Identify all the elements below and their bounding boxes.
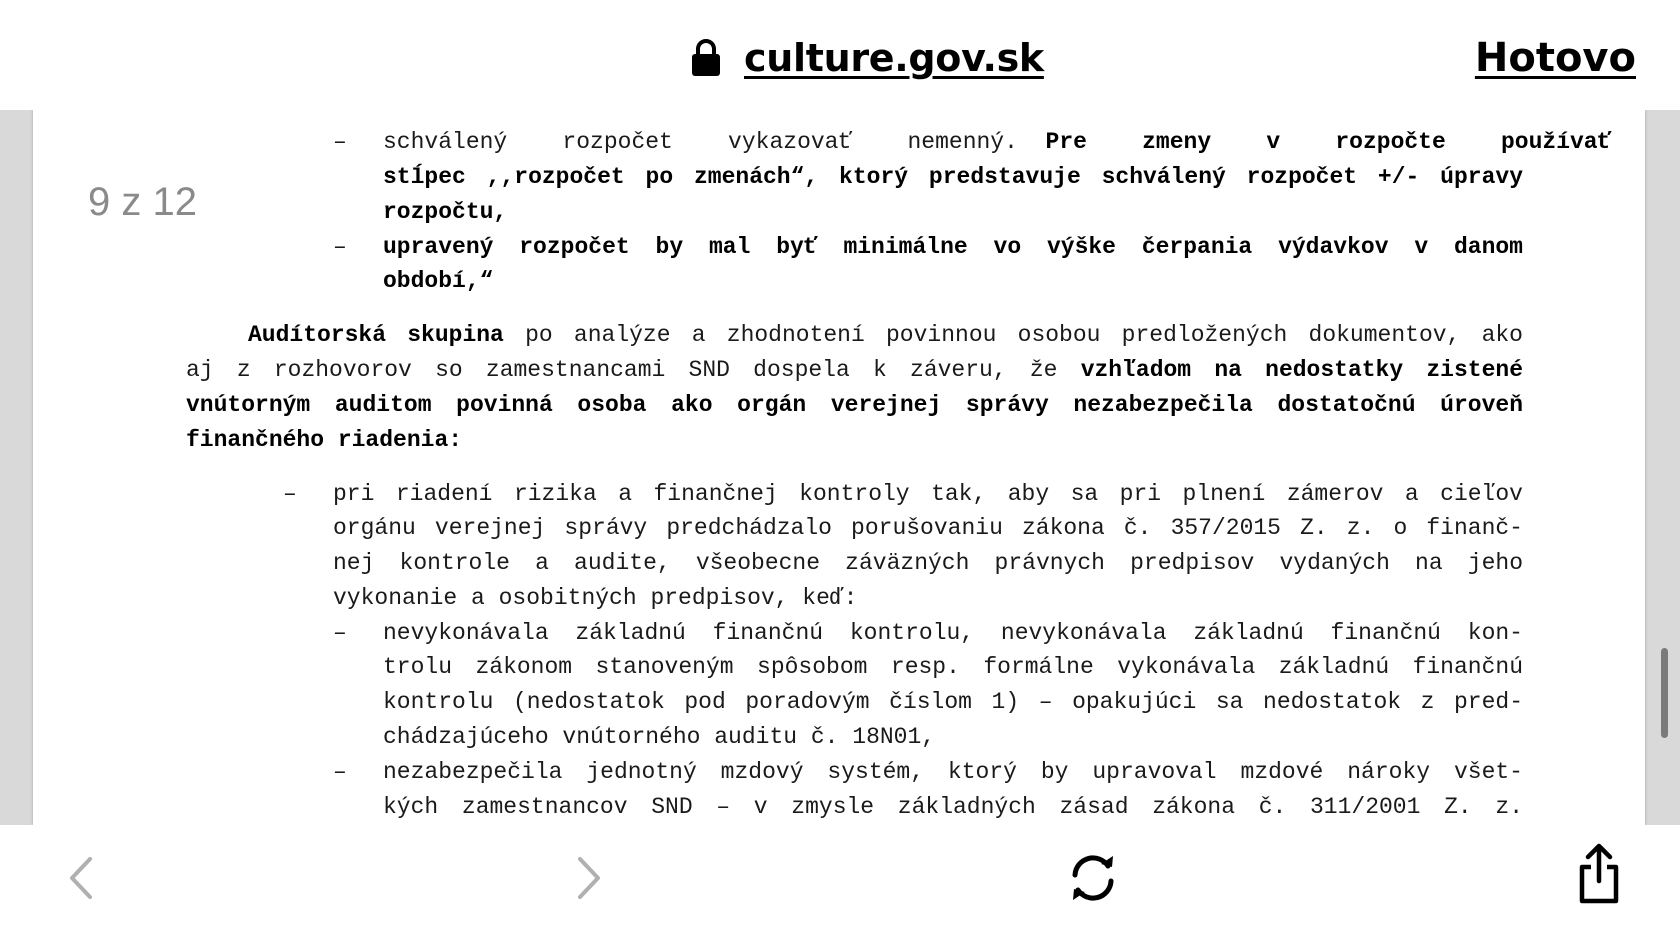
text-segment: upravený rozpočet by mal byť minimálne vo výške čerpania výdavkov v danom — [383, 234, 1523, 260]
text-segment: kontrolu (nedostatok pod poradovým číslom 1) – opakujúci sa nedostatok z pred- — [383, 689, 1523, 715]
text-line — [383, 720, 935, 755]
text-line — [383, 160, 1523, 195]
chevron-left-icon[interactable] — [66, 855, 96, 901]
chevron-right-icon[interactable] — [574, 855, 604, 901]
document-text — [33, 110, 1645, 825]
text-line — [248, 318, 1523, 353]
text-segment: rozpočtu, — [383, 199, 508, 225]
text-segment: nezabezpečila jednotný mzdový systém, ktorý by upravoval mzdové nároky všet- — [383, 759, 1523, 785]
text-segment: schválený rozpočet vykazovať nemenný. — [383, 129, 1046, 155]
text-segment: vykonanie a osobitných predpisov, keď: — [333, 585, 858, 611]
top-bar — [0, 0, 1680, 110]
list-dash: – — [333, 129, 347, 155]
text-line — [383, 755, 1523, 790]
text-line — [383, 264, 493, 299]
reload-icon[interactable] — [1066, 851, 1120, 905]
text-segment: Audítorská skupina — [248, 322, 504, 348]
text-segment: trolu zákonom stanoveným spôsobom resp. formálne vykonávala základnú finančnú — [383, 654, 1523, 680]
text-segment: nevykonávala základnú finančnú kontrolu, nevykonávala základnú finančnú kon- — [383, 620, 1523, 646]
text-line — [383, 230, 1523, 265]
text-line — [383, 650, 1523, 685]
text-segment: období,“ — [383, 268, 494, 294]
text-segment: pri riadení rizika a finančnej kontroly tak, aby sa pri plnení zámerov a cieľov — [333, 481, 1523, 507]
url-text[interactable]: culture.gov.sk — [744, 36, 1044, 80]
text-segment: nej kontrole a audite, všeobecne záväzných právnych predpisov vydaných na jeho — [333, 550, 1523, 576]
text-segment: stĺpec ,,rozpočet po zmenách“, ktorý predstavuje schválený rozpočet +/- úpravy — [383, 164, 1523, 190]
text-line — [186, 353, 1523, 388]
text-segment: finančného riadenia: — [186, 427, 463, 453]
text-segment: vzhľadom na nedostatky zistené — [1080, 357, 1523, 383]
list-dash: – — [333, 759, 347, 785]
list-dash: – — [283, 481, 297, 507]
pdf-viewer[interactable] — [0, 110, 1680, 825]
text-segment: orgánu verejnej správy predchádzalo porušovaniu zákona č. 357/2015 Z. z. o finanč- — [333, 515, 1523, 541]
text-segment: po analýze a zhodnotení povinnou osobou predložených dokumentov, ako — [503, 322, 1523, 348]
text-line — [333, 477, 1523, 512]
done-button[interactable]: Hotovo — [1474, 35, 1636, 81]
list-dash: – — [333, 234, 347, 260]
text-line — [383, 790, 1523, 825]
text-segment: aj z rozhovorov so zamestnancami SND dospela k záveru, že — [186, 357, 1081, 383]
bottom-toolbar — [0, 825, 1680, 945]
list-dash: – — [333, 620, 347, 646]
share-icon[interactable] — [1575, 843, 1623, 905]
text-segment: Pre zmeny v rozpočte používať — [1045, 129, 1612, 155]
text-segment: chádzajúceho vnútorného auditu č. 18N01, — [383, 724, 936, 750]
text-line — [333, 511, 1523, 546]
text-line — [333, 581, 858, 616]
text-line — [333, 546, 1523, 581]
scrollbar[interactable] — [1661, 648, 1668, 738]
text-line — [186, 423, 462, 458]
text-line — [383, 685, 1523, 720]
lock-icon — [690, 38, 722, 78]
text-segment: vnútorným auditom povinná osoba ako orgán verejnej správy nezabezpečila dostatočnú úroveň — [186, 392, 1523, 418]
text-line — [383, 195, 507, 230]
address-bar[interactable] — [690, 30, 1044, 86]
document-page — [33, 110, 1645, 825]
text-line — [383, 125, 1612, 160]
text-line — [383, 616, 1523, 651]
page-indicator: 9 z 12 — [88, 180, 197, 224]
text-line — [186, 388, 1523, 423]
text-segment: kých zamestnancov SND – v zmysle základných zásad zákona č. 311/2001 Z. z. — [383, 794, 1523, 820]
